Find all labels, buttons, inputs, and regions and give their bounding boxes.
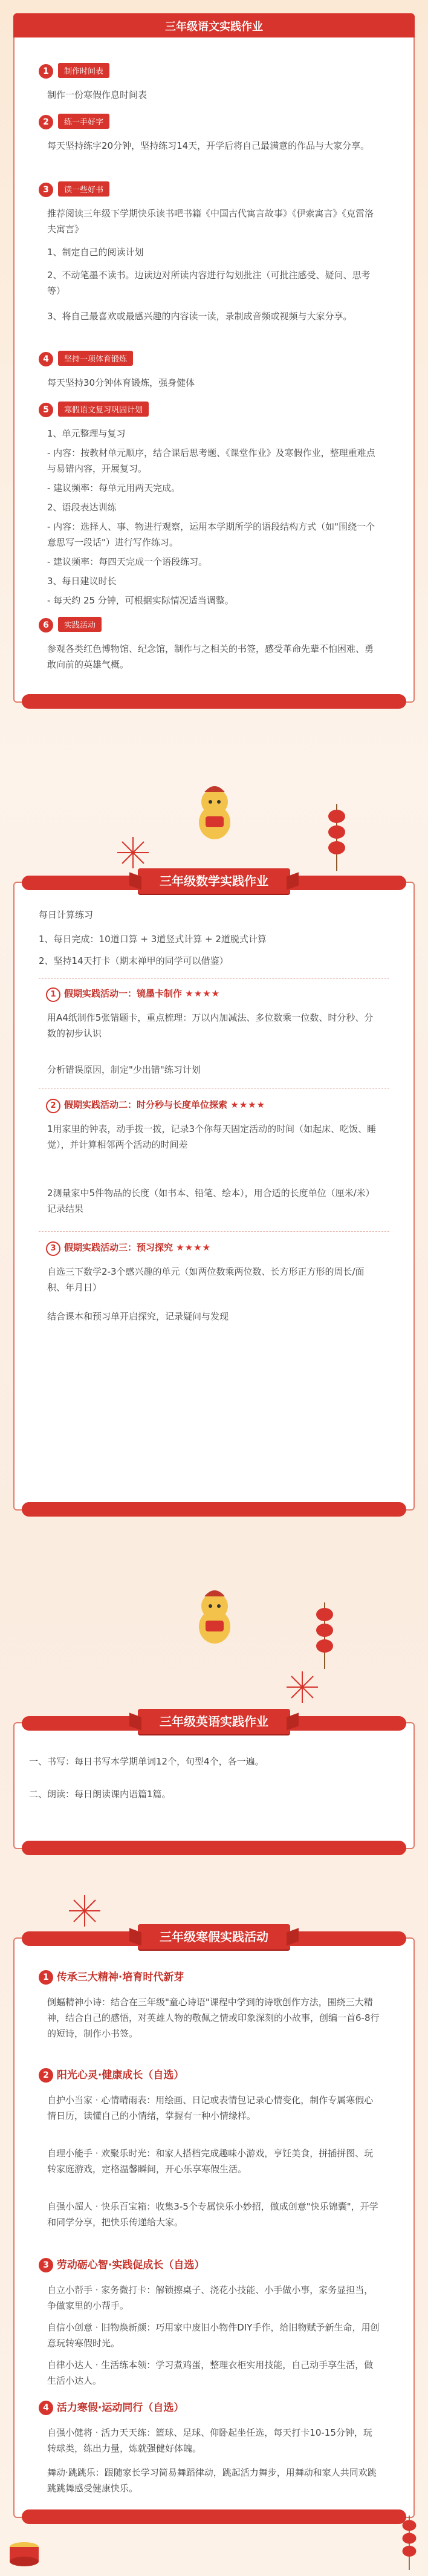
math-ribbon <box>138 868 290 894</box>
winter-b3-p1: 自立小帮手 · 家务微打卡：解锁擦桌子、浇花小技能、小手做小事，家务显担当，争做家里的小帮手。 <box>47 2285 374 2311</box>
chinese-s2-number: 2 <box>39 115 53 129</box>
horse-mascot-icon <box>187 1584 242 1651</box>
chinese-s3-p2: 1、制定自己的阅读计划 <box>47 247 144 258</box>
chinese-s5-p4: 2、语段表达训练 <box>47 502 117 513</box>
winter-b1-p1: 倒蝠精神小诗：结合在三年级"童心诗语"课程中学到的诗歌创作方法，围绕三大精神，结合自己的感悟，对英雄人物的敬佩之情或印象深刻的小故事，创编一首6-8行的短诗，制作小书签。 <box>47 1997 380 2039</box>
chinese-bottom-bar <box>22 694 406 709</box>
english-bottom-bar <box>22 1841 406 1855</box>
chinese-s6-text: 参观各类红色博物馆、纪念馆，制作与之相关的书签，感受革命先辈不怕困难、勇敢向前的英雄气概。 <box>47 643 374 670</box>
chinese-s5-p2: - 内容：按教材单元顺序，结合课后思考题、《课堂作业》及寒假作业，整理重难点与易错内容，开展复习。 <box>47 447 375 474</box>
chinese-card <box>13 13 415 703</box>
english-line-1: 一、书写：每日书写本学期单词12个，句型4个，各一遍。 <box>29 1756 264 1767</box>
winter-b4-head <box>39 2399 184 2416</box>
chinese-s4-number: 4 <box>39 352 53 366</box>
winter-b4-p1: 自强小健将 · 活力天天练：篮球、足球、仰卧起坐任选，每天打卡10-15分钟，玩转球类，练出力量，炼就强健好体魄。 <box>47 2427 372 2454</box>
math-activity-1-title: 假期实践活动一：镜墨卡制作 <box>64 988 183 999</box>
winter-b3-title: 劳动砺心智·实践促成长 <box>56 2259 164 2271</box>
chinese-s5-tag: 寒假语文复习巩固计划 <box>58 402 149 417</box>
math-activity-2-head <box>46 1097 389 1113</box>
chinese-s1-tag: 制作时间表 <box>58 63 109 78</box>
winter-b1-head <box>39 1969 184 1986</box>
chinese-s5-p7: 3、每日建议时长 <box>47 576 117 587</box>
activity-1-icon: 1 <box>46 987 60 1002</box>
math-activity-3-p2: 结合课本和预习单开启探究，记录疑问与发现 <box>47 1311 229 1322</box>
lantern-icon <box>326 804 347 871</box>
chinese-s4-head <box>39 351 389 366</box>
lantern-icon <box>399 2516 420 2570</box>
chinese-s5-head <box>39 402 389 417</box>
chinese-s5-p5: - 内容：选择人、事、物进行观察，运用本学期所学的语段结构方式（如"围绕一个意思写一段话"）进行写作练习。 <box>47 521 375 548</box>
math-intro: 每日计算练习 <box>39 909 94 920</box>
winter-b4-number: 4 <box>39 2401 53 2415</box>
winter-b2-p1: 自护小当家 · 心情晴雨表：用绘画、日记或表情包记录心情变化，制作专属寒假心情日历，读懂自己的小情绪，掌握有一种小情缘样。 <box>47 2095 374 2121</box>
winter-b2-title: 阳光心灵·健康成长 <box>56 2069 143 2081</box>
math-title: 三年级数学实践作业 <box>160 874 268 888</box>
chinese-s5-p1: 1、单元整理与复习 <box>47 428 126 439</box>
chinese-s3-p1: 推荐阅读三年级下学期快乐读书吧书籍《中国古代寓言故事》《伊索寓言》《克雷洛夫寓言》 <box>47 208 374 235</box>
math-activity-2-p2: 2测量家中5件物品的长度（如书本、铅笔、绘本），用合适的长度单位（厘米/米）记录结果 <box>47 1188 375 1214</box>
chinese-s5-p8: - 每天约 25 分钟，可根据实际情况适当调整。 <box>47 595 234 606</box>
english-line-2: 二、朗读：每日朗读课内语篇1篇。 <box>29 1789 171 1800</box>
math-activity-3-title: 假期实践活动三：预习探究 <box>64 1242 173 1253</box>
math-activity-2-p1: 1用家里的钟表，动手拨一拨，记录3个你每天固定活动的时间（如起床、吃饭、睡觉），并计算相邻两个活动的时间差 <box>47 1124 377 1150</box>
winter-b3-head <box>39 2257 204 2274</box>
lantern-icon <box>314 1602 335 1669</box>
winter-b4-p2: 舞动·跳跳乐：跟随家长学习简易舞蹈律动，跳起活力舞步，用舞动和家人共同欢跳跳跳舞感受健康快乐。 <box>47 2467 377 2494</box>
horse-mascot-icon <box>187 780 242 847</box>
winter-card <box>13 1937 415 2518</box>
math-item-1: 1、每日完成：10道口算 + 3道竖式计算 + 2道脱式计算 <box>39 934 267 945</box>
activity-2-icon: 2 <box>46 1099 60 1113</box>
winter-b3-number: 3 <box>39 2258 53 2272</box>
math-divider <box>39 1088 389 1089</box>
winter-b2-number: 2 <box>39 2068 53 2083</box>
chinese-s2-tag: 练一手好字 <box>58 114 109 129</box>
firework-icon <box>284 1669 320 1705</box>
math-bottom-bar <box>22 1502 406 1517</box>
winter-b3-p3: 自律小达人 · 生活练本领：学习煮鸡蛋，整理衣柜实用技能，自己动手享生活，做生活小达人。 <box>47 2360 374 2386</box>
winter-b2-head <box>39 2067 184 2084</box>
math-divider <box>39 1231 389 1232</box>
chinese-s3-p4: 3、将自己最喜欢或最感兴趣的内容读一读，录制成音频或视频与大家分享。 <box>47 311 352 322</box>
math-activity-2-stars: ★★★★ <box>230 1099 266 1110</box>
math-activity-3-head <box>46 1240 389 1256</box>
math-activity-1-stars: ★★★★ <box>185 988 221 999</box>
chinese-s6-number: 6 <box>39 618 53 633</box>
math-activity-2-title: 假期实践活动二：时分秒与长度单位探索 <box>64 1099 228 1110</box>
chinese-s6-head <box>39 617 389 633</box>
winter-b4-optional: （自选） <box>143 2402 184 2414</box>
math-card <box>13 882 415 1511</box>
math-divider <box>39 978 389 979</box>
math-activity-1-p1: 用A4纸制作5张错题卡，重点梳理：万以内加减法、多位数乘一位数、时分秒、分数的初步认识 <box>47 1012 374 1039</box>
drum-icon <box>6 2534 42 2570</box>
chinese-s5-p6: - 建议频率：每四天完成一个语段练习。 <box>47 556 208 567</box>
winter-b4-title: 活力寒假·运动同行 <box>56 2402 143 2414</box>
english-ribbon <box>138 1709 290 1734</box>
activity-3-icon: 3 <box>46 1241 60 1256</box>
chinese-s2-head <box>39 114 389 129</box>
chinese-s2-text: 每天坚持练字20分钟，坚持练习14天，开学后将自己最满意的作品与大家分享。 <box>47 140 370 151</box>
chinese-s3-tag: 读一些好书 <box>58 181 109 197</box>
winter-title: 三年级寒假实践活动 <box>160 1930 268 1944</box>
winter-ribbon <box>138 1924 290 1950</box>
math-activity-3-p1: 自选三下数学2-3个感兴趣的单元（如两位数乘两位数、长方形正方形的周长/面积、年月日） <box>47 1266 365 1293</box>
english-title: 三年级英语实践作业 <box>160 1714 268 1729</box>
firework-icon <box>115 834 151 871</box>
math-item-2: 2、坚持14天打卡（期末禅甲的同学可以借鉴） <box>39 955 229 966</box>
chinese-title: 三年级语文实践作业 <box>165 21 263 33</box>
winter-b3-optional: （自选） <box>163 2259 205 2271</box>
chinese-s1-number: 1 <box>39 64 53 79</box>
chinese-s1-text: 制作一份寒假作息时间表 <box>47 89 148 100</box>
chinese-s5-p3: - 建议频率：每单元用两天完成。 <box>47 483 181 493</box>
chinese-s4-tag: 坚持一项体育锻炼 <box>58 351 133 366</box>
chinese-s3-number: 3 <box>39 183 53 197</box>
winter-b3-p2: 自信小创意 · 旧物焕新颜：巧用家中废旧小物件DIY手作，给旧物赋予新生命，用创意玩转寒假时光。 <box>47 2322 380 2349</box>
winter-b2-p2: 自理小能手 · 欢聚乐时光：和家人搭档完成趣味小游戏，亨饪美食，拼插拼图、玩转家庭游戏，定格温馨瞬间，开心乐享寒假生活。 <box>47 2148 374 2174</box>
math-activity-1-head <box>46 986 389 1002</box>
winter-bottom-bar <box>22 2509 406 2524</box>
math-activity-3-stars: ★★★★ <box>176 1242 212 1253</box>
winter-b2-optional: （自选） <box>143 2069 184 2081</box>
chinese-s4-text: 每天坚持30分钟体育锻炼，强身健体 <box>47 377 195 388</box>
math-activity-1-p2: 分析错误原因，制定"少出错"练习计划 <box>47 1064 201 1075</box>
firework-icon <box>66 1893 103 1929</box>
chinese-s5-number: 5 <box>39 403 53 417</box>
winter-b2-p3: 自强小超人 · 快乐百宝箱：收集3-5个专属快乐小妙招，做成创意"快乐锦囊"，开学和同学分享，把快乐传递给大家。 <box>47 2201 378 2228</box>
chinese-s3-head <box>39 181 389 197</box>
winter-b1-title: 传承三大精神·培育时代新芽 <box>56 1971 184 1983</box>
chinese-s6-tag: 实践活动 <box>58 617 102 632</box>
chinese-s3-p3: 2、不动笔墨不读书。边读边对所读内容进行勾划批注（可批注感受、疑问、思考等） <box>47 270 371 296</box>
winter-b1-number: 1 <box>39 1970 53 1985</box>
english-card <box>13 1722 415 1849</box>
chinese-s1-head <box>39 63 389 79</box>
